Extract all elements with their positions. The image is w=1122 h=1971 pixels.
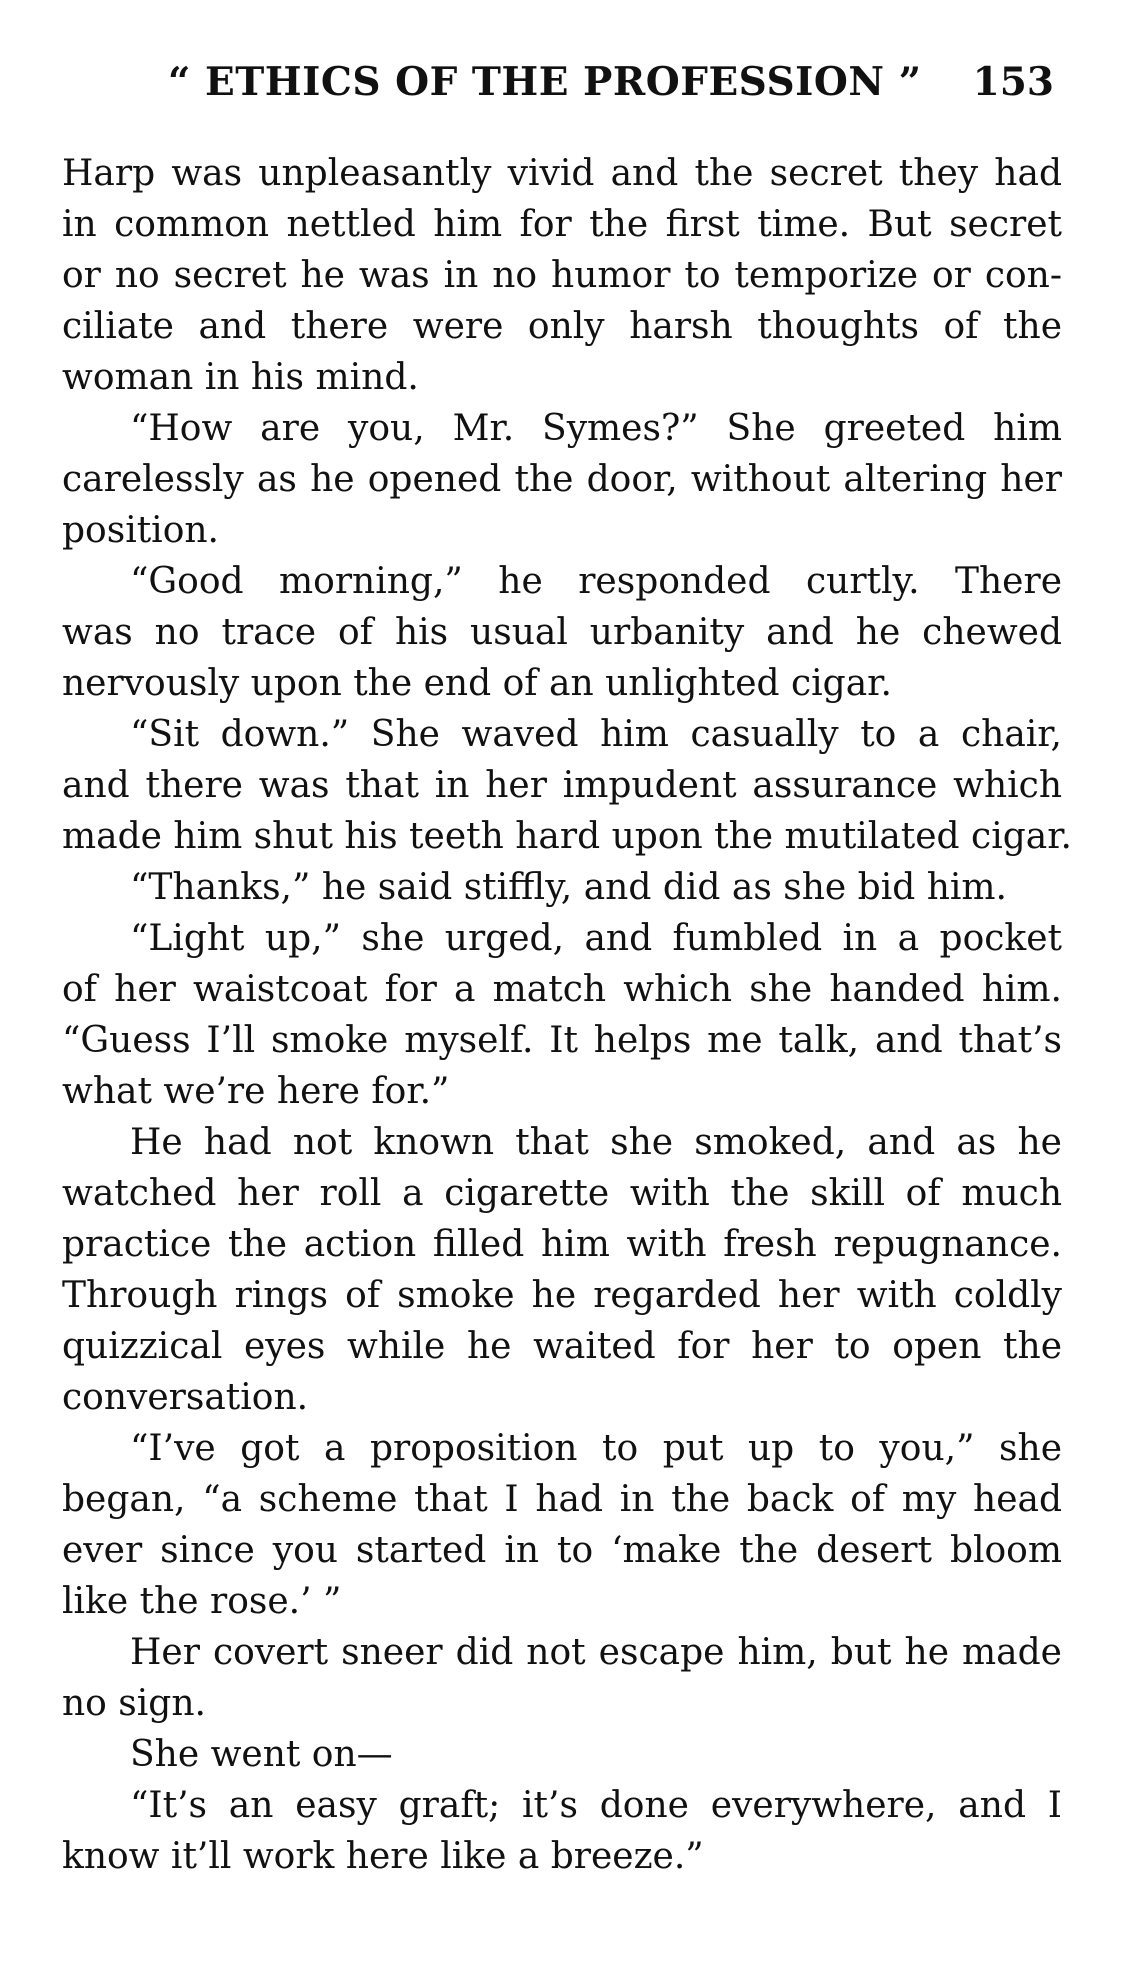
text-line: “How are you, Mr. Symes?” She greeted him — [130, 408, 1062, 449]
text-line: quizzical eyes while he waited for her to open the — [62, 1326, 1062, 1367]
text-line: or no secret he was in no humor to temporize or con- — [62, 255, 1062, 296]
text-line: “Guess I’ll smoke myself. It helps me talk, and that’s — [62, 1020, 1062, 1061]
text-line: nervously upon the end of an unlighted cigar. — [62, 663, 892, 704]
text-line: “Good morning,” he responded curtly. There — [130, 561, 1062, 602]
text-line: began, “a scheme that I had in the back of my head — [62, 1479, 1062, 1520]
text-line: ever since you started in to ‘make the desert bloom — [62, 1530, 1062, 1571]
text-line: like the rose.’ ” — [62, 1581, 342, 1622]
body-text — [62, 148, 1072, 1882]
text-line: ciliate and there were only harsh thoughts of the — [62, 306, 1062, 347]
text-line: no sign. — [62, 1683, 206, 1724]
text-line: “Sit down.” She waved him casually to a chair, — [130, 714, 1062, 755]
text-line: Harp was unpleasantly vivid and the secret they had — [62, 153, 1062, 194]
text-line: Her covert sneer did not escape him, but he made — [130, 1632, 1062, 1673]
text-line: “Thanks,” he said stiffly, and did as she bid him. — [130, 867, 1007, 908]
text-line: was no trace of his usual urbanity and he chewed — [62, 612, 1062, 653]
text-line: watched her roll a cigarette with the skill of much — [62, 1173, 1062, 1214]
page-number: 153 — [972, 59, 1054, 105]
running-title: “ ETHICS OF THE PROFESSION ” — [168, 59, 922, 105]
text-line: and there was that in her impudent assurance which — [62, 765, 1062, 806]
text-line: made him shut his teeth hard upon the mutilated cigar. — [62, 816, 1072, 857]
text-line: He had not known that she smoked, and as he — [130, 1122, 1062, 1163]
text-line: conversation. — [62, 1377, 309, 1418]
text-line: “I’ve got a proposition to put up to you,” she — [130, 1428, 1062, 1469]
text-line: “It’s an easy graft; it’s done everywhere, and I — [130, 1785, 1062, 1826]
text-line: “Light up,” she urged, and fumbled in a pocket — [130, 918, 1062, 959]
running-head — [0, 56, 1122, 108]
text-line: know it’ll work here like a breeze.” — [62, 1836, 704, 1877]
text-line: what we’re here for.” — [62, 1071, 450, 1112]
text-line: Through rings of smoke he regarded her with coldly — [62, 1275, 1062, 1316]
text-line: in common nettled him for the first time. But secret — [62, 204, 1062, 245]
text-line: of her waistcoat for a match which she handed him. — [62, 969, 1062, 1010]
text-line: woman in his mind. — [62, 357, 419, 398]
text-line: carelessly as he opened the door, without altering her — [62, 459, 1062, 500]
text-line: practice the action filled him with fresh repugnance. — [62, 1224, 1062, 1265]
text-line: position. — [62, 510, 219, 551]
text-line: She went on— — [130, 1734, 393, 1775]
